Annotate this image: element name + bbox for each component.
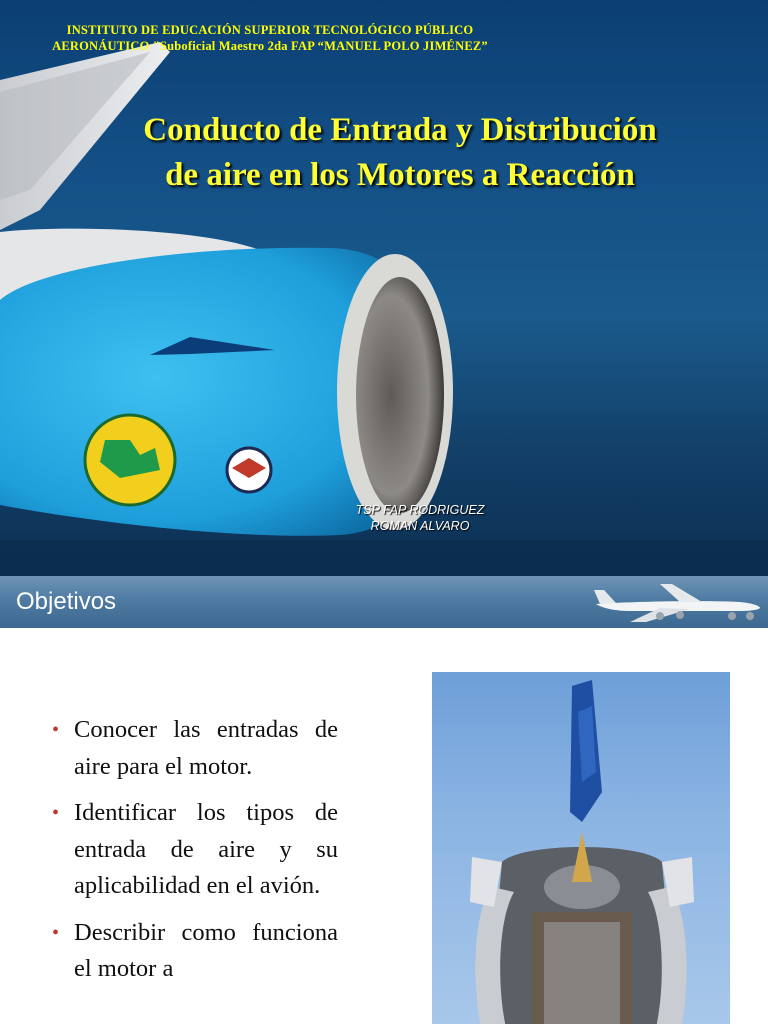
objectives-list [50, 712, 338, 998]
institute-line-1: INSTITUTO DE EDUCACIÓN SUPERIOR TECNOLÓGICO PÚBLICO [66, 23, 474, 37]
bullet-marker: • [52, 921, 60, 944]
list-item [50, 712, 338, 785]
airplane-icon [590, 578, 766, 626]
title-line-1: Conducto de Entrada y Distribución [143, 112, 657, 148]
author-line-2: ROMAN ALVARO [370, 519, 470, 533]
institute-line-2: AERONÁUTICO "Suboficial Maestro 2da FAP “MANUEL POLO JIMÉNEZ” [52, 39, 488, 53]
objective-text: Identificar los tipos de entrada de aire y su aplicabilidad en el avión. [74, 799, 338, 899]
list-item [50, 915, 338, 988]
author-credit [320, 502, 520, 534]
bullet-marker: • [52, 719, 60, 741]
objective-text: Describir como funciona el motor a [74, 918, 338, 982]
objective-text: Conocer las entradas de aire para el motor. [74, 716, 338, 780]
slide-title [90, 108, 710, 198]
banner-title: Objetivos [16, 588, 117, 615]
title-line-2: de aire en los Motores a Reacción [165, 157, 635, 193]
section-banner [0, 576, 768, 628]
bullet-marker: • [52, 802, 60, 824]
objectives-slide [0, 576, 768, 1024]
engine-cutaway-image [432, 672, 730, 1024]
author-line-1: TSP FAP RODRIGUEZ [355, 503, 485, 517]
list-item [50, 795, 338, 905]
engine-inlet [356, 277, 444, 513]
institute-header [0, 22, 540, 54]
engine-cutaway-photo [432, 672, 730, 1024]
